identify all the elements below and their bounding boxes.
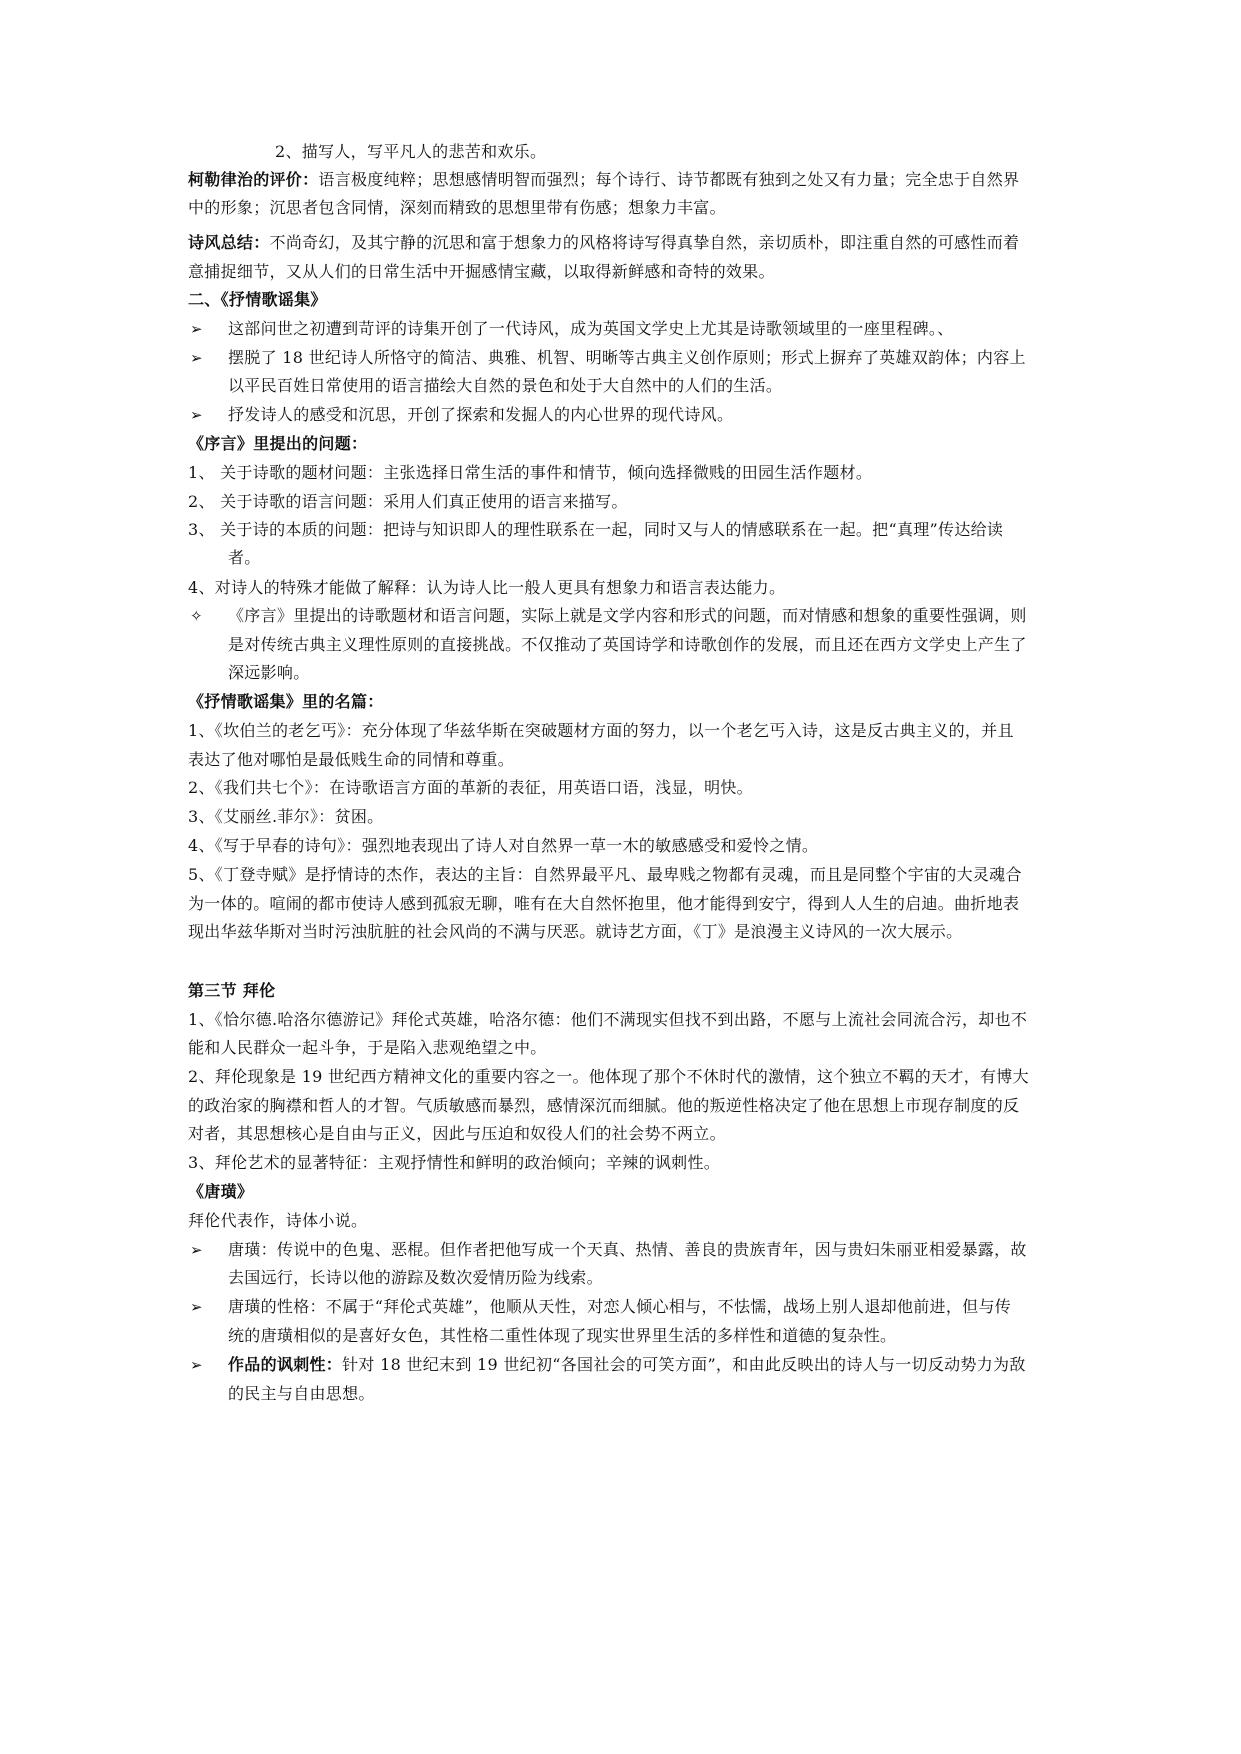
list-item-continuation: 者。 — [228, 548, 261, 567]
list-item: 2、 关于诗歌的语言问题：采用人们真正使用的语言来描写。 — [188, 492, 628, 511]
bullet-icon: ➢ — [190, 349, 203, 367]
paragraph-coleridge — [188, 170, 1148, 190]
bullet-icon: ➢ — [190, 1298, 203, 1316]
paragraph-style-summary — [188, 233, 1148, 253]
list-item: 4、《写于早春的诗句》：强烈地表现出了诗人对自然界一草一木的敏感感受和爱怜之情。 — [188, 836, 819, 855]
bullet-icon: ➢ — [190, 320, 203, 338]
list-item: 4、对诗人的特殊才能做了解释：认为诗人比一般人更具有想象力和语言表达能力。 — [188, 578, 786, 597]
list-item: 唐璜的性格：不属于“拜伦式英雄”，他顺从天性，对恋人倾心相与，不怯懦，战场上别人退却他前进，但与传 — [228, 1297, 1012, 1316]
bullet-icon: ➢ — [190, 406, 203, 424]
list-item: 唐璜：传说中的色鬼、恶棍。但作者把他写成一个天真、热情、善良的贵族青年，因与贵妇朱丽亚相爱暴露，故 — [228, 1240, 1027, 1259]
section-heading: 第三节 拜伦 — [188, 981, 276, 1000]
satire-label: 作品的讽刺性： — [228, 1355, 343, 1374]
list-item: 1、《恰尔德.哈洛尔德游记》拜伦式英雄，哈洛尔德：他们不满现实但找不到出路，不愿与上流社会同流合污，却也不 — [188, 1010, 1028, 1029]
list-item: 抒发诗人的感受和沉思，开创了探索和发掘人的内心世界的现代诗风。 — [228, 405, 734, 424]
list-item: 摆脱了 18 世纪诗人所恪守的简洁、典雅、机智、明晰等古典主义创作原则；形式上摒弃了英雄双韵体；内容上 — [228, 348, 1026, 367]
list-item: 2、《我们共七个》：在诗歌语言方面的革新的表征，用英语口语，浅显，明快。 — [188, 778, 753, 797]
coleridge-text: 语言极度纯粹；思想感情明智而强烈；每个诗行、诗节都既有独到之处又有力量；完全忠于自然界 — [318, 170, 1020, 189]
list-item-continuation: 的政治家的胸襟和哲人的才智。气质敏感而暴烈，感情深沉而细腻。他的叛逆性格决定了他在思想上市现存制度的反 — [188, 1096, 1020, 1115]
paragraph-line: 意捕捉细节，又从人们的日常生活中开掘感情宝藏，以取得新鲜感和奇特的效果。 — [188, 262, 775, 281]
list-item: 3、《艾丽丝.菲尔》：贫困。 — [188, 807, 384, 826]
style-summary-text: 不尚奇幻，及其宁静的沉思和富于想象力的风格将诗写得真挚自然，亲切质朴，即注重自然的可感性而着 — [269, 233, 1020, 252]
list-item — [228, 1355, 1148, 1375]
section-heading: 二、《抒情歌谣集》 — [188, 290, 327, 309]
section-heading: 《唐璜》 — [188, 1182, 254, 1201]
list-item-continuation: 统的唐璜相似的是喜好女色，其性格二重性体现了现实世界里生活的多样性和道德的复杂性。 — [228, 1326, 897, 1345]
list-item: 1、《坎伯兰的老乞丐》：充分体现了华兹华斯在突破题材方面的努力，以一个老乞丐入诗，这是反古典主义的，并且 — [188, 721, 1014, 740]
paragraph: 拜伦代表作，诗体小说。 — [188, 1211, 368, 1230]
list-item-continuation: 深远影响。 — [228, 663, 310, 682]
list-item-continuation: 现出华兹华斯对当时污浊肮脏的社会风尚的不满与厌恶。就诗艺方面，《丁》是浪漫主义诗风的一次大展示。 — [188, 922, 963, 941]
list-item-continuation: 是对传统古典主义理性原则的直接挑战。不仅推动了英国诗学和诗歌创作的发展，而且还在西方文学史上产生了 — [228, 635, 1027, 654]
list-item: 1、 关于诗歌的题材问题：主张选择日常生活的事件和情节，倾向选择微贱的田园生活作题材。 — [188, 463, 873, 482]
bullet-icon: ➢ — [190, 1356, 203, 1374]
list-item-continuation: 对者，其思想核心是自由与正义，因此与压迫和奴役人们的社会势不两立。 — [188, 1124, 726, 1143]
list-item: 这部问世之初遭到苛评的诗集开创了一代诗风，成为英国文学史上尤其是诗歌领域里的一座里程碑。、 — [228, 319, 954, 338]
list-item-continuation: 的民主与自由思想。 — [228, 1384, 375, 1403]
coleridge-label: 柯勒律治的评价： — [188, 170, 319, 189]
section-heading: 《序言》里提出的问题： — [188, 434, 368, 453]
list-item-continuation: 以平民百姓日常使用的语言描绘大自然的景色和处于大自然中的人们的生活。 — [228, 376, 783, 395]
list-item: 2、描写人，写平凡人的悲苦和欢乐。 — [275, 142, 547, 161]
list-item-continuation: 表达了他对哪怕是最低贱生命的同情和尊重。 — [188, 750, 515, 769]
list-item: 2、拜伦现象是 19 世纪西方精神文化的重要内容之一。他体现了那个不休时代的激情，这个独立不羁的天才，有博大 — [188, 1067, 1029, 1086]
list-item: 5、《丁登寺赋》是抒情诗的杰作，表达的主旨：自然界最平凡、最卑贱之物都有灵魂，而且是同整个宇宙的大灵魂合 — [188, 865, 1022, 884]
bullet-icon: ➢ — [190, 1241, 203, 1259]
list-item-continuation: 为一体的。喧闹的都市使诗人感到孤寂无聊，唯有在大自然怀抱里，他才能得到安宁，得到人人生的启迪。曲折地表 — [188, 894, 1020, 913]
list-item: 《序言》里提出的诗歌题材和语言问题，实际上就是文学内容和形式的问题，而对情感和想象的重要性强调，则 — [228, 606, 1027, 625]
section-heading: 《抒情歌谣集》里的名篇： — [188, 692, 384, 711]
list-item-continuation: 去国远行，长诗以他的游踪及数次爱情历险为线索。 — [228, 1268, 603, 1287]
paragraph-line: 中的形象；沉思者包含同情，深刻而精致的思想里带有伤感；想象力丰富。 — [188, 198, 726, 217]
list-item: 3、 关于诗的本质的问题：把诗与知识即人的理性联系在一起，同时又与人的情感联系在一起。把“真理”传达给读 — [188, 520, 1004, 539]
satire-text: 针对 18 世纪末到 19 世纪初“各国社会的可笑方面”，和由此反映出的诗人与一切反动势力为敌 — [342, 1355, 1026, 1374]
diamond-bullet-icon: ✧ — [190, 607, 203, 625]
list-item: 3、拜伦艺术的显著特征：主观抒情性和鲜明的政治倾向；辛辣的讽刺性。 — [188, 1153, 721, 1172]
list-item-continuation: 能和人民群众一起斗争，于是陷入悲观绝望之中。 — [188, 1038, 547, 1057]
style-summary-label: 诗风总结： — [188, 233, 270, 252]
